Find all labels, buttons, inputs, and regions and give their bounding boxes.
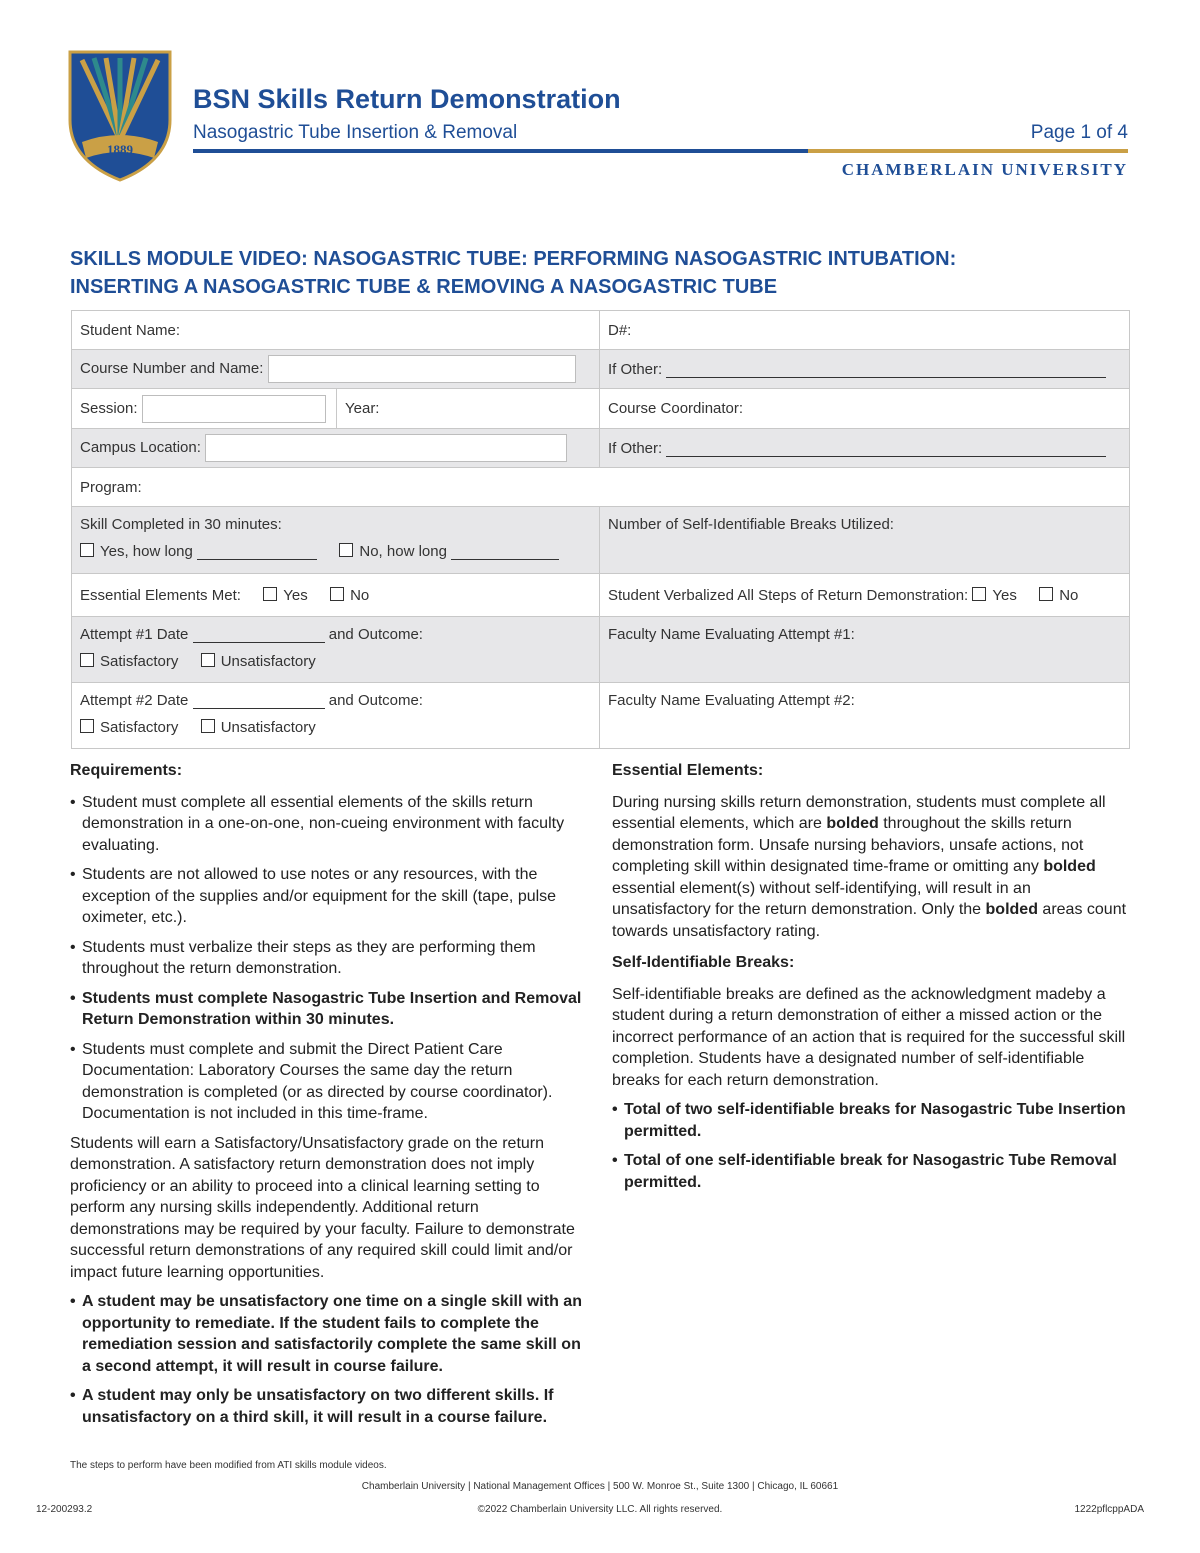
campus-location-select[interactable] (205, 434, 567, 462)
requirement-item: • Students must complete and submit the Direct Patient Care Documentation: Laboratory Courses the same day the return demonstration is completed (or as directed by course coordinator). Documentation is not included in this time-frame. (70, 1039, 590, 1125)
breaks-utilized-label: Number of Self-Identifiable Breaks Utilized: (608, 516, 894, 533)
faculty2-cell[interactable] (600, 683, 1130, 749)
yes-how-long-checkbox[interactable] (80, 543, 94, 557)
page-indicator: Page 1 of 4 (1030, 122, 1128, 143)
footer-address: Chamberlain University | National Management Offices | 500 W. Monroe St., Suite 1300 | Chicago, IL 60661 (361, 1481, 839, 1492)
verbalized-yes-checkbox[interactable] (972, 587, 986, 601)
footer-form-code: 1222pflcppADA (1074, 1504, 1144, 1515)
breaks-item: • Total of two self-identifiable breaks for Nasogastric Tube Insertion permitted. (612, 1099, 1132, 1142)
svg-text:1889: 1889 (107, 142, 133, 157)
module-title (70, 245, 1140, 301)
essential-met-yes-checkbox[interactable] (263, 587, 277, 601)
program-label: Program: (80, 478, 142, 496)
verbalized-no-checkbox[interactable] (1039, 587, 1053, 601)
requirement-item: • Students are not allowed to use notes or any resources, with the exception of the supplies and/or equipment for the skill (tape, pulse oximeter, etc.). (70, 864, 590, 929)
essential-elements-section (612, 760, 1132, 1201)
footer-copyright: ©2022 Chamberlain University LLC. All rights reserved. (477, 1504, 723, 1515)
program-cell[interactable] (72, 468, 1130, 507)
attempt1-satisfactory-label: Satisfactory (100, 653, 179, 670)
verbalized-yes-label: Yes (992, 586, 1017, 604)
module-title-line2: INSERTING A NASOGASTRIC TUBE & REMOVING A NASOGASTRIC TUBE (70, 276, 778, 298)
no-how-long-line[interactable] (451, 545, 559, 560)
d-number-cell[interactable] (600, 311, 1130, 350)
course-number-cell (72, 350, 600, 389)
session-label: Session: (80, 399, 138, 417)
requirement-item: • A student may only be unsatisfactory on two different skills. If unsatisfactory on a third skill, it will result in a course failure. (70, 1385, 590, 1428)
campus-if-other-line[interactable] (666, 442, 1106, 457)
header-rule-gold (808, 149, 1128, 153)
no-how-long-label: No, how long (359, 543, 447, 560)
essential-met-no-checkbox[interactable] (330, 587, 344, 601)
course-if-other-line[interactable] (666, 363, 1106, 378)
skill-completed-label: Skill Completed in 30 minutes: (80, 516, 282, 533)
course-if-other-cell (600, 350, 1130, 389)
essential-met-yes-label: Yes (283, 586, 308, 604)
document-subtitle: Nasogastric Tube Insertion & Removal (193, 122, 518, 143)
verbalized-cell (600, 574, 1130, 617)
attempt1-date-line[interactable] (193, 628, 325, 643)
header-rule-blue (193, 149, 808, 153)
campus-location-label: Campus Location: (80, 438, 201, 456)
requirement-item: • Students must verbalize their steps as they are performing them throughout the return demonstration. (70, 937, 590, 980)
attempt2-satisfactory-label: Satisfactory (100, 719, 179, 736)
year-label: Year: (345, 400, 380, 417)
attempt2-unsatisfactory-checkbox[interactable] (201, 719, 215, 733)
attempt1-date-label: Attempt #1 Date (80, 626, 189, 643)
breaks-utilized-cell[interactable] (600, 507, 1130, 574)
campus-if-other-label: If Other: (608, 439, 663, 457)
requirement-item: • Student must complete all essential elements of the skills return demonstration in a one-on-one, non-cueing environment with faculty evaluating. (70, 792, 590, 857)
attempt2-date-line[interactable] (193, 694, 325, 709)
university-crest-logo (68, 50, 172, 182)
attempt1-unsatisfactory-checkbox[interactable] (201, 653, 215, 667)
requirement-item: • Students must complete Nasogastric Tube Insertion and Removal Return Demonstration within 30 minutes. (70, 988, 590, 1031)
yes-how-long-label: Yes, how long (100, 543, 193, 560)
attempt1-cell (72, 617, 600, 683)
footer-note: The steps to perform have been modified from ATI skills module videos. (70, 1460, 387, 1471)
student-name-label: Student Name: (80, 321, 181, 339)
attempt2-date-label: Attempt #2 Date (80, 692, 189, 709)
session-select[interactable] (142, 395, 326, 423)
no-how-long-checkbox[interactable] (339, 543, 353, 557)
course-number-label: Course Number and Name: (80, 359, 264, 377)
requirement-item: • A student may be unsatisfactory one time on a single skill with an opportunity to remediate. If the student fails to complete the remediation session and satisfactorily complete the same skill on a second attempt, it will result in course failure. (70, 1291, 590, 1377)
attempt1-satisfactory-checkbox[interactable] (80, 653, 94, 667)
yes-how-long-line[interactable] (197, 545, 317, 560)
campus-if-other-cell (600, 429, 1130, 468)
footer-doc-code: 12-200293.2 (36, 1504, 93, 1515)
course-number-select[interactable] (268, 355, 576, 383)
student-name-cell[interactable] (72, 311, 600, 350)
attempt1-unsatisfactory-label: Unsatisfactory (220, 653, 316, 670)
document-title: BSN Skills Return Demonstration (193, 84, 621, 114)
module-title-line1: SKILLS MODULE VIDEO: NASOGASTRIC TUBE: PERFORMING NASOGASTRIC INTUBATION: (70, 248, 957, 270)
attempt2-outcome-label: and Outcome: (328, 692, 423, 709)
essential-elements-heading: Essential Elements: (612, 762, 764, 779)
d-number-label: D#: (608, 321, 632, 339)
requirements-heading: Requirements: (70, 762, 183, 779)
skill-completed-cell (72, 507, 600, 574)
breaks-paragraph: Self-identifiable breaks are defined as the acknowledgment madeby a student during a return demonstration of either a missed action or the incorrect performance of an action that is required for the successful skill completion. Students have a designated number of self-identifiable breaks for each return demonstration. (612, 985, 1126, 1089)
course-if-other-label: If Other: (608, 360, 663, 378)
attempt2-satisfactory-checkbox[interactable] (80, 719, 94, 733)
essential-met-cell (72, 574, 600, 617)
essential-elements-paragraph: During nursing skills return demonstration, students must complete all essential elements, which are bolded throughout the skills return demonstration form. Unsafe nursing behaviors, unsafe actions, not completing skill within designated time-frame or omitting any bolded essential element(s) without self-identifying, will result in an unsatisfactory for the return demonstration. Only the bolded areas count towards unsatisfactory rating. (612, 793, 1127, 940)
attempt1-outcome-label: and Outcome: (328, 626, 423, 643)
breaks-heading: Self-Identifiable Breaks: (612, 954, 795, 971)
campus-location-cell (72, 429, 600, 468)
student-info-form (71, 310, 1130, 749)
verbalized-no-label: No (1059, 586, 1079, 604)
session-year-cell (72, 389, 600, 429)
essential-met-no-label: No (350, 586, 370, 604)
faculty1-cell[interactable] (600, 617, 1130, 683)
verbalized-label: Student Verbalized All Steps of Return Demonstration: (608, 586, 969, 604)
requirements-section (70, 760, 590, 1436)
course-coordinator-cell[interactable] (600, 389, 1130, 429)
faculty2-label: Faculty Name Evaluating Attempt #2: (608, 692, 855, 709)
attempt2-cell (72, 683, 600, 749)
faculty1-label: Faculty Name Evaluating Attempt #1: (608, 626, 855, 643)
course-coordinator-label: Course Coordinator: (608, 400, 744, 417)
attempt2-unsatisfactory-label: Unsatisfactory (220, 719, 316, 736)
grading-paragraph: Students will earn a Satisfactory/Unsatisfactory grade on the return demonstration. A satisfactory return demonstration does not imply proficiency or an ability to proceed into a clinical learning setting to perform any nursing skills independently. Additional return demonstrations may be required by your faculty. Failure to demonstrate successful return demonstrations of any required skill could limit and/or impact future learning opportunities. (70, 1134, 575, 1281)
essential-met-label: Essential Elements Met: (80, 586, 241, 604)
university-wordmark: CHAMBERLAIN UNIVERSITY (841, 160, 1128, 179)
breaks-item: • Total of one self-identifiable break for Nasogastric Tube Removal permitted. (612, 1150, 1132, 1193)
